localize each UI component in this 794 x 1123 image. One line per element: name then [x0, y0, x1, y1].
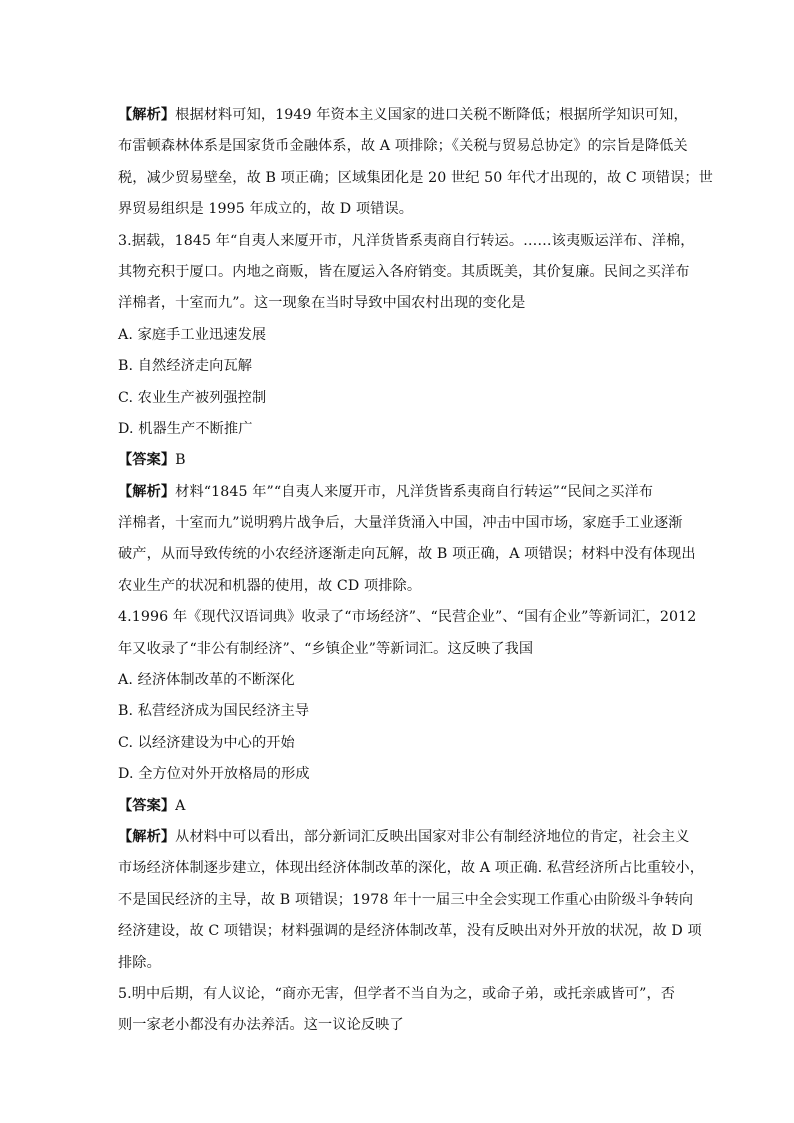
analysis-line: 界贸易组织是 1995 年成立的，故 D 项错误。: [118, 201, 414, 218]
answer-line: [118, 445, 684, 476]
analysis-line: 税，减少贸易壁垒，故 B 项正确；区域集团化是 20 世纪 50 年代才出现的，故 C 项错误；世: [118, 169, 713, 186]
answer-value: A: [175, 797, 186, 814]
option-a: A. 家庭手工业迅速发展: [118, 326, 267, 343]
option-d: D. 机器生产不断推广: [118, 420, 253, 437]
analysis-line: 【解析】根据材料可知，1949 年资本主义国家的进口关税不断降低；根据所学知识可知，: [118, 107, 688, 123]
question-4-stem: 4.1996 年《现代汉语词典》收录了“市场经济”、“民营企业”、“国有企业”等新词汇，2012: [118, 609, 697, 626]
analysis-line: 农业生产的状况和机器的使用，故 CD 项排除。: [118, 577, 422, 594]
answer-value: B: [175, 452, 186, 469]
analysis-line: 排除。: [118, 954, 161, 971]
analysis-label: 【解析】: [118, 107, 176, 123]
option-c: C. 农业生产被列强控制: [118, 389, 267, 406]
analysis-line: 市场经济体制逐步建立，体现出经济体制改革的深化，故 A 项正确. 私营经济所占比重较小，: [118, 860, 704, 877]
analysis-line: 布雷顿森林体系是国家货币金融体系，故 A 项排除；《关税与贸易总协定》的宗旨是降低关: [118, 138, 688, 155]
option-a: A. 经济体制改革的不断深化: [118, 672, 295, 689]
question-3-stem: 其物充积于厦口。内地之商贩，皆在厦运入各府销变。其质既美，其价复廉。民间之买洋布: [118, 263, 690, 280]
analysis-label: 【解析】: [118, 828, 176, 845]
analysis-line: 不是国民经济的主导，故 B 项错误；1978 年十一届三中全会实现工作重心由阶级斗争转向: [118, 891, 694, 908]
analysis-line: 洋棉者，十室而九”说明鸦片战争后，大量洋货涌入中国，冲击中国市场，家庭手工业逐渐: [118, 515, 683, 532]
analysis-line: 【解析】材料“1845 年”“自夷人来厦开市，凡洋货皆系夷商自行转运”“民间之买洋布: [118, 483, 654, 500]
answer-label: 【答案】: [118, 797, 176, 814]
option-d: D. 全方位对外开放格局的形成: [118, 766, 310, 783]
answer-line: [118, 791, 684, 822]
option-c: C. 以经济建设为中心的开始: [118, 734, 295, 751]
question-3-stem: 3.据载，1845 年“自夷人来厦开市，凡洋货皆系夷商自行转运。……该夷贩运洋布、洋棉，: [118, 232, 695, 249]
document-page: [118, 100, 713, 1042]
answer-label: 【答案】: [118, 452, 176, 469]
question-3-stem: 洋棉者，十室而九”。这一现象在当时导致中国农村出现的变化是: [118, 295, 526, 312]
question-5-stem: 则一家老小都没有办法养活。这一议论反映了: [118, 1017, 404, 1034]
analysis-line: 经济建设，故 C 项错误；材料强调的是经济体制改革，没有反映出对外开放的状况，故 D 项: [118, 923, 702, 940]
question-5-stem: 5.明中后期，有人议论，“商亦无害，但学者不当自为之，或命子弟，或托亲戚皆可”，否: [118, 985, 676, 1002]
analysis-label: 【解析】: [118, 483, 176, 500]
analysis-line: 【解析】从材料中可以看出，部分新词汇反映出国家对非公有制经济地位的肯定，社会主义: [118, 828, 690, 845]
option-b: B. 私营经济成为国民经济主导: [118, 703, 310, 720]
analysis-line: 破产，从而导致传统的小农经济逐渐走向瓦解，故 B 项正确，A 项错误；材料中没有体现出: [118, 546, 696, 563]
question-4-stem: 年又收录了“非公有制经济”、“乡镇企业”等新词汇。这反映了我国: [118, 640, 534, 657]
option-b: B. 自然经济走向瓦解: [118, 358, 253, 375]
